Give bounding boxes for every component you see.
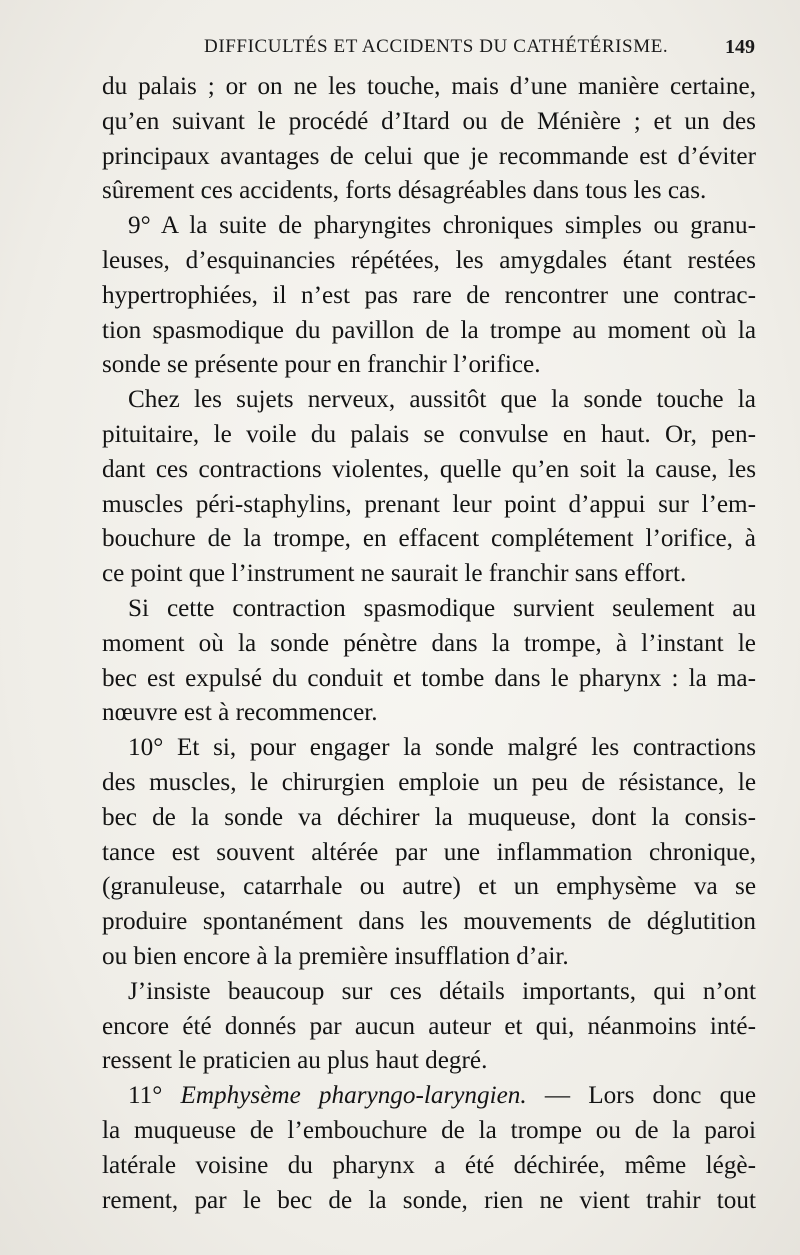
text-line: rement, par le bec de la sonde, rien ne vient trahir tout (102, 1186, 756, 1214)
text-line: dant ces contractions violentes, quelle qu’en soit la cause, les (102, 455, 756, 483)
text-line: principaux avantages de celui que je recommande est d’éviter (102, 142, 756, 170)
page-number: 149 (725, 36, 755, 58)
text-line-section-11 (102, 1079, 756, 1114)
text-line: pituitaire, le voile du palais se convulse en haut. Or, pen- (102, 420, 756, 448)
text-line: des muscles, le chirurgien emploie un peu de résistance, le (102, 768, 756, 796)
body-text (102, 70, 756, 1218)
text-line: hypertrophiées, il n’est pas rare de rencontrer une contrac- (102, 281, 756, 309)
text-line: bec de la sonde va déchirer la muqueuse, dont la consis- (102, 803, 756, 831)
text-line: latérale voisine du pharynx a été déchirée, même légè- (102, 1151, 756, 1179)
text-line: produire spontanément dans les mouvements de déglutition (102, 908, 756, 936)
text-line: tion spasmodique du pavillon de la trompe au moment où la (102, 316, 756, 344)
text-line: muscles péri-staphylins, prenant leur point d’appui sur l’em- (102, 490, 756, 518)
text-line: qu’en suivant le procédé d’Itard ou de Ménière ; et un des (102, 107, 756, 135)
text-line: sonde se présente pour en franchir l’orifice. (102, 351, 541, 379)
section-number: 11° (128, 1082, 163, 1110)
text-line: leuses, d’esquinancies répétées, les amygdales étant restées (102, 246, 756, 274)
text-line: ce point que l’instrument ne saurait le franchir sans effort. (102, 560, 687, 588)
text-line: 10° Et si, pour engager la sonde malgré les contractions (128, 734, 756, 762)
text-line: J’insiste beaucoup sur ces détails importants, qui n’ont (128, 977, 756, 1005)
text-line: (granuleuse, catarrhale ou autre) et un emphysème va se (102, 873, 756, 901)
text-line: Chez les sujets nerveux, aussitôt que la sonde touche la (128, 386, 756, 414)
running-head: DIFFICULTÉS ET ACCIDENTS DU CATHÉTÉRISME. (204, 36, 669, 57)
text-line: sûrement ces accidents, forts désagréables dans tous les cas. (102, 177, 707, 205)
text-line: ressent le praticien au plus haut degré. (102, 1047, 488, 1075)
text-line: nœuvre est à recommencer. (102, 699, 378, 727)
text-line: la muqueuse de l’embouchure de la trompe ou de la paroi (102, 1116, 756, 1144)
text-line: 9° A la suite de pharyngites chroniques simples ou granu- (128, 212, 756, 240)
text-line: du palais ; or on ne les touche, mais d’une manière certaine, (102, 73, 756, 100)
section-lead: — Lors donc que (544, 1082, 757, 1110)
text-line: Si cette contraction spasmodique survient seulement au (128, 594, 756, 622)
text-line: ou bien encore à la première insufflation d’air. (102, 942, 569, 970)
page-header (100, 36, 755, 66)
text-line: tance est souvent altérée par une inflammation chronique, (102, 838, 756, 866)
text-line: bouchure de la trompe, en effacent complétement l’orifice, à (102, 525, 756, 553)
text-line: moment où la sonde pénètre dans la trompe, à l’instant le (102, 629, 756, 657)
text-line: bec est expulsé du conduit et tombe dans le pharynx : la ma- (102, 664, 756, 692)
section-title: Emphysème pharyngo-laryngien. (180, 1082, 527, 1110)
text-line: encore été donnés par aucun auteur et qui, néanmoins inté- (102, 1012, 756, 1040)
